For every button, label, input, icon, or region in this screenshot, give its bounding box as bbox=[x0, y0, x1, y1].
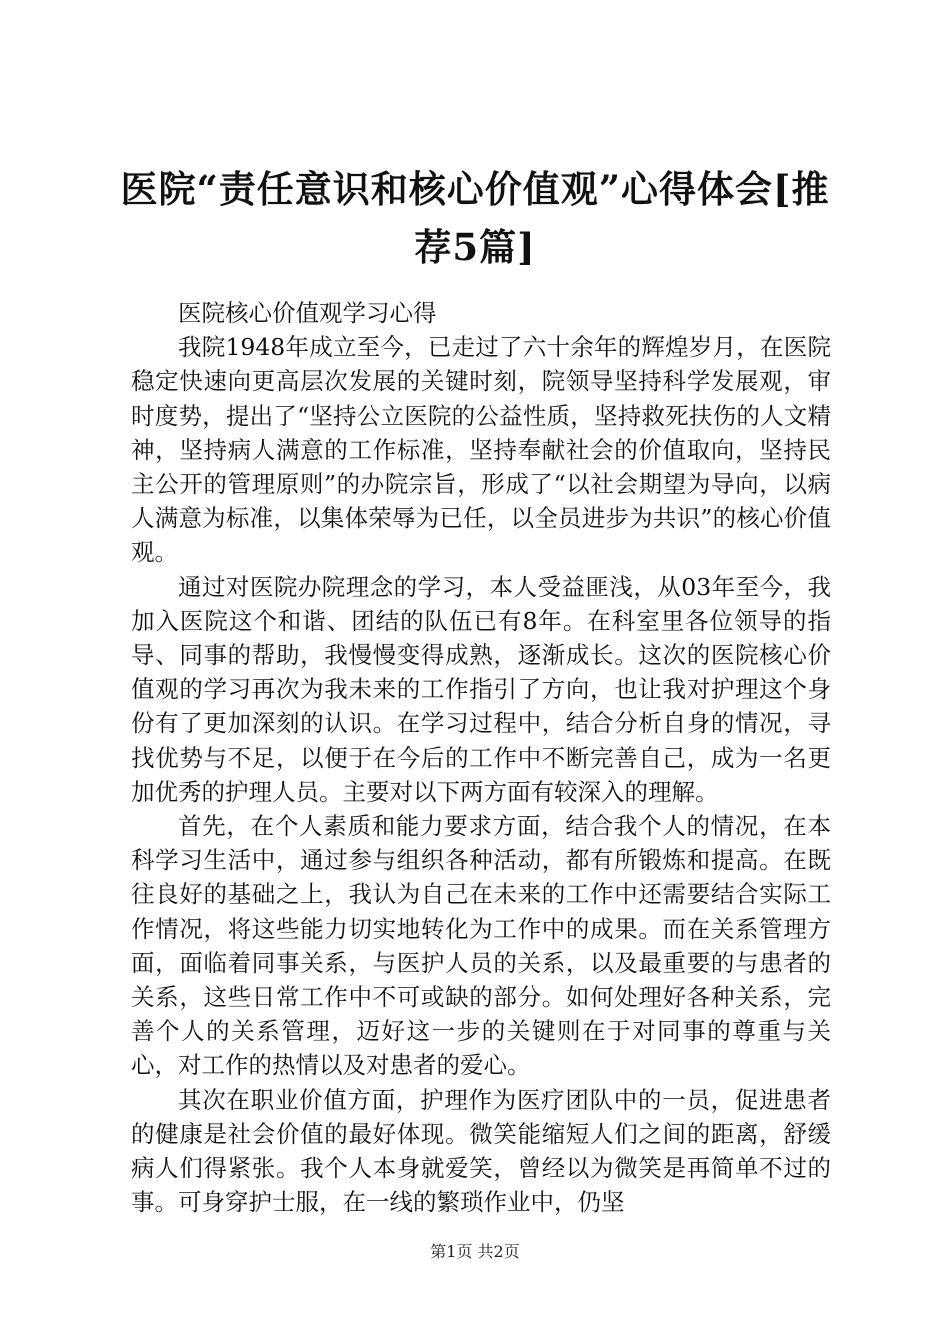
paragraph-4: 其次在职业价值方面，护理作为医疗团队中的一员，促进患者的健康是社会价值的最好体现。微笑能缩短人们之间的距离，舒缓病人们得紧张。我个人本身就爱笑，曾经以为微笑是再简单不过的事。可身穿护士服，在一线的繁琐作业中，仍坚 bbox=[131, 1085, 831, 1217]
page-footer: 第1页 共2页 bbox=[430, 1242, 520, 1261]
paragraph-3: 首先，在个人素质和能力要求方面，结合我个人的情况，在本科学习生活中，通过参与组织各种活动，都有所锻炼和提高。在既往良好的基础之上，我认为自己在未来的工作中还需要结合实际工作情况，将这些能力切实地转化为工作中的成果。而在关系管理方面，面临着同事关系，与医护人员的关系，以及最重要的与患者的关系，这些日常工作中不可或缺的部分。如何处理好各种关系，完善个人的关系管理，迈好这一步的关键则在于对同事的尊重与关心，对工作的热情以及对患者的爱心。 bbox=[131, 812, 831, 1080]
document-body bbox=[131, 296, 831, 1219]
paragraph-2: 通过对医院办院理念的学习，本人受益匪浅，从03年至今，我加入医院这个和谐、团结的队伍已有8年。在科室里各位领导的指导、同事的帮助，我慢慢变得成熟，逐渐成长。这次的医院核心价值观的学习再次为我未来的工作指引了方向，也让我对护理这个身份有了更加深刻的认识。在学习过程中，结合分析自身的情况，寻找优势与不足，以便于在今后的工作中不断完善自己，成为一名更加优秀的护理人员。主要对以下两方面有较深入的理解。 bbox=[131, 572, 831, 806]
subheading: 医院核心价值观学习心得 bbox=[178, 299, 437, 327]
paragraph-1: 我院1948年成立至今，已走过了六十余年的辉煌岁月，在医院稳定快速向更高层次发展的关键时刻，院领导坚持科学发展观，审时度势，提出了“坚持公立医院的公益性质，坚持救死扶伤的人文精神，坚持病人满意的工作标准，坚持奉献社会的价值取向，坚持民主公开的管理原则”的办院宗旨，形成了“以社会期望为导向，以病人满意为标准，以集体荣辱为已任，以全员进步为共识”的核心价值观。 bbox=[131, 333, 831, 567]
document-title: 医院“责任意识和核心价值观”心得体会[推荐5篇] bbox=[120, 167, 830, 269]
